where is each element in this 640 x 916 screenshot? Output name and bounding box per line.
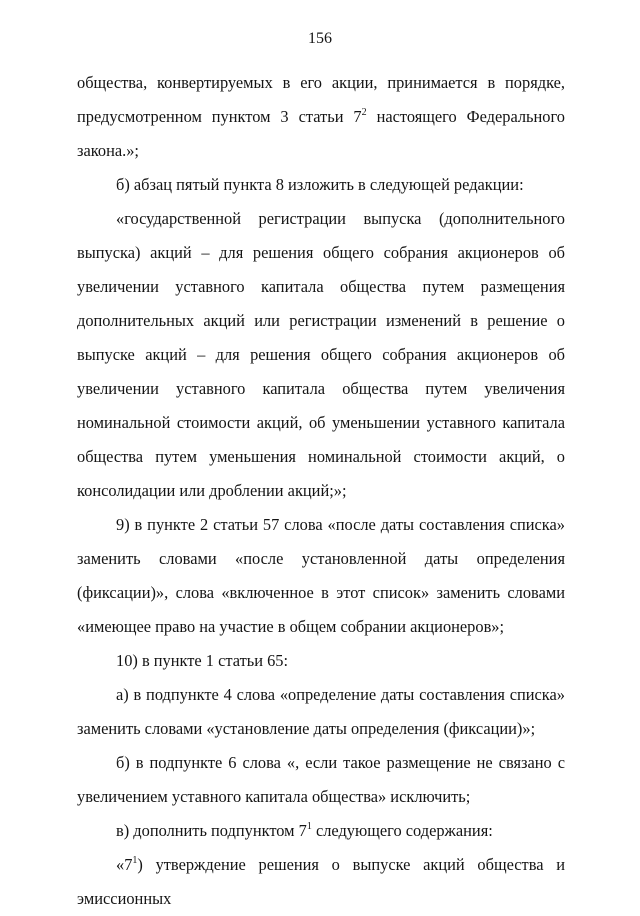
document-body: [77, 66, 565, 916]
paragraph: 10) в пункте 1 статьи 65:: [116, 651, 289, 670]
superscript-index: 1: [306, 821, 312, 832]
paragraph: а) в подпункте 4 слова «определение даты составления списка» заменить словами «установление даты определения (фиксации)»;: [77, 685, 565, 738]
paragraph: «$7^1$) утверждение решения о выпуске акций общества и эмиссионных: [77, 855, 565, 908]
superscript-index: 2: [361, 107, 367, 118]
page-number: 156: [308, 30, 332, 47]
paragraph: «государственной регистрации выпуска (дополнительного выпуска) акций – для решения общего собрания акционеров об увеличении уставного капитала общества путем размещения дополнительных акций или регистрации изменений в решение о выпуске акций – для решения общего собрания акционеров об увеличении уставного капитала общества путем увеличения номинальной стоимости акций, об уменьшении уставного капитала общества путем уменьшения номинальной стоимости акций, о консолидации или дроблении акций;»;: [77, 209, 565, 500]
paragraph: общества, конвертируемых в его акции, принимается в порядке, предусмотренном пунктом 3 статьи $7^2$ настоящего Федерального закона.»;: [77, 73, 565, 160]
superscript-index: 1: [132, 855, 138, 866]
paragraph: б) абзац пятый пункта 8 изложить в следующей редакции:: [116, 175, 524, 194]
paragraph: 9) в пункте 2 статьи 57 слова «после даты составления списка» заменить словами «после установленной даты определения (фиксации)», слова «включенное в этот список» заменить словами «имеющее право на участие в общем собрании акционеров»;: [77, 515, 565, 636]
paragraph: в) дополнить подпунктом $7^1$ следующего содержания:: [116, 821, 493, 840]
paragraph: б) в подпункте 6 слова «, если такое размещение не связано с увеличением уставного капитала общества» исключить;: [77, 753, 565, 806]
